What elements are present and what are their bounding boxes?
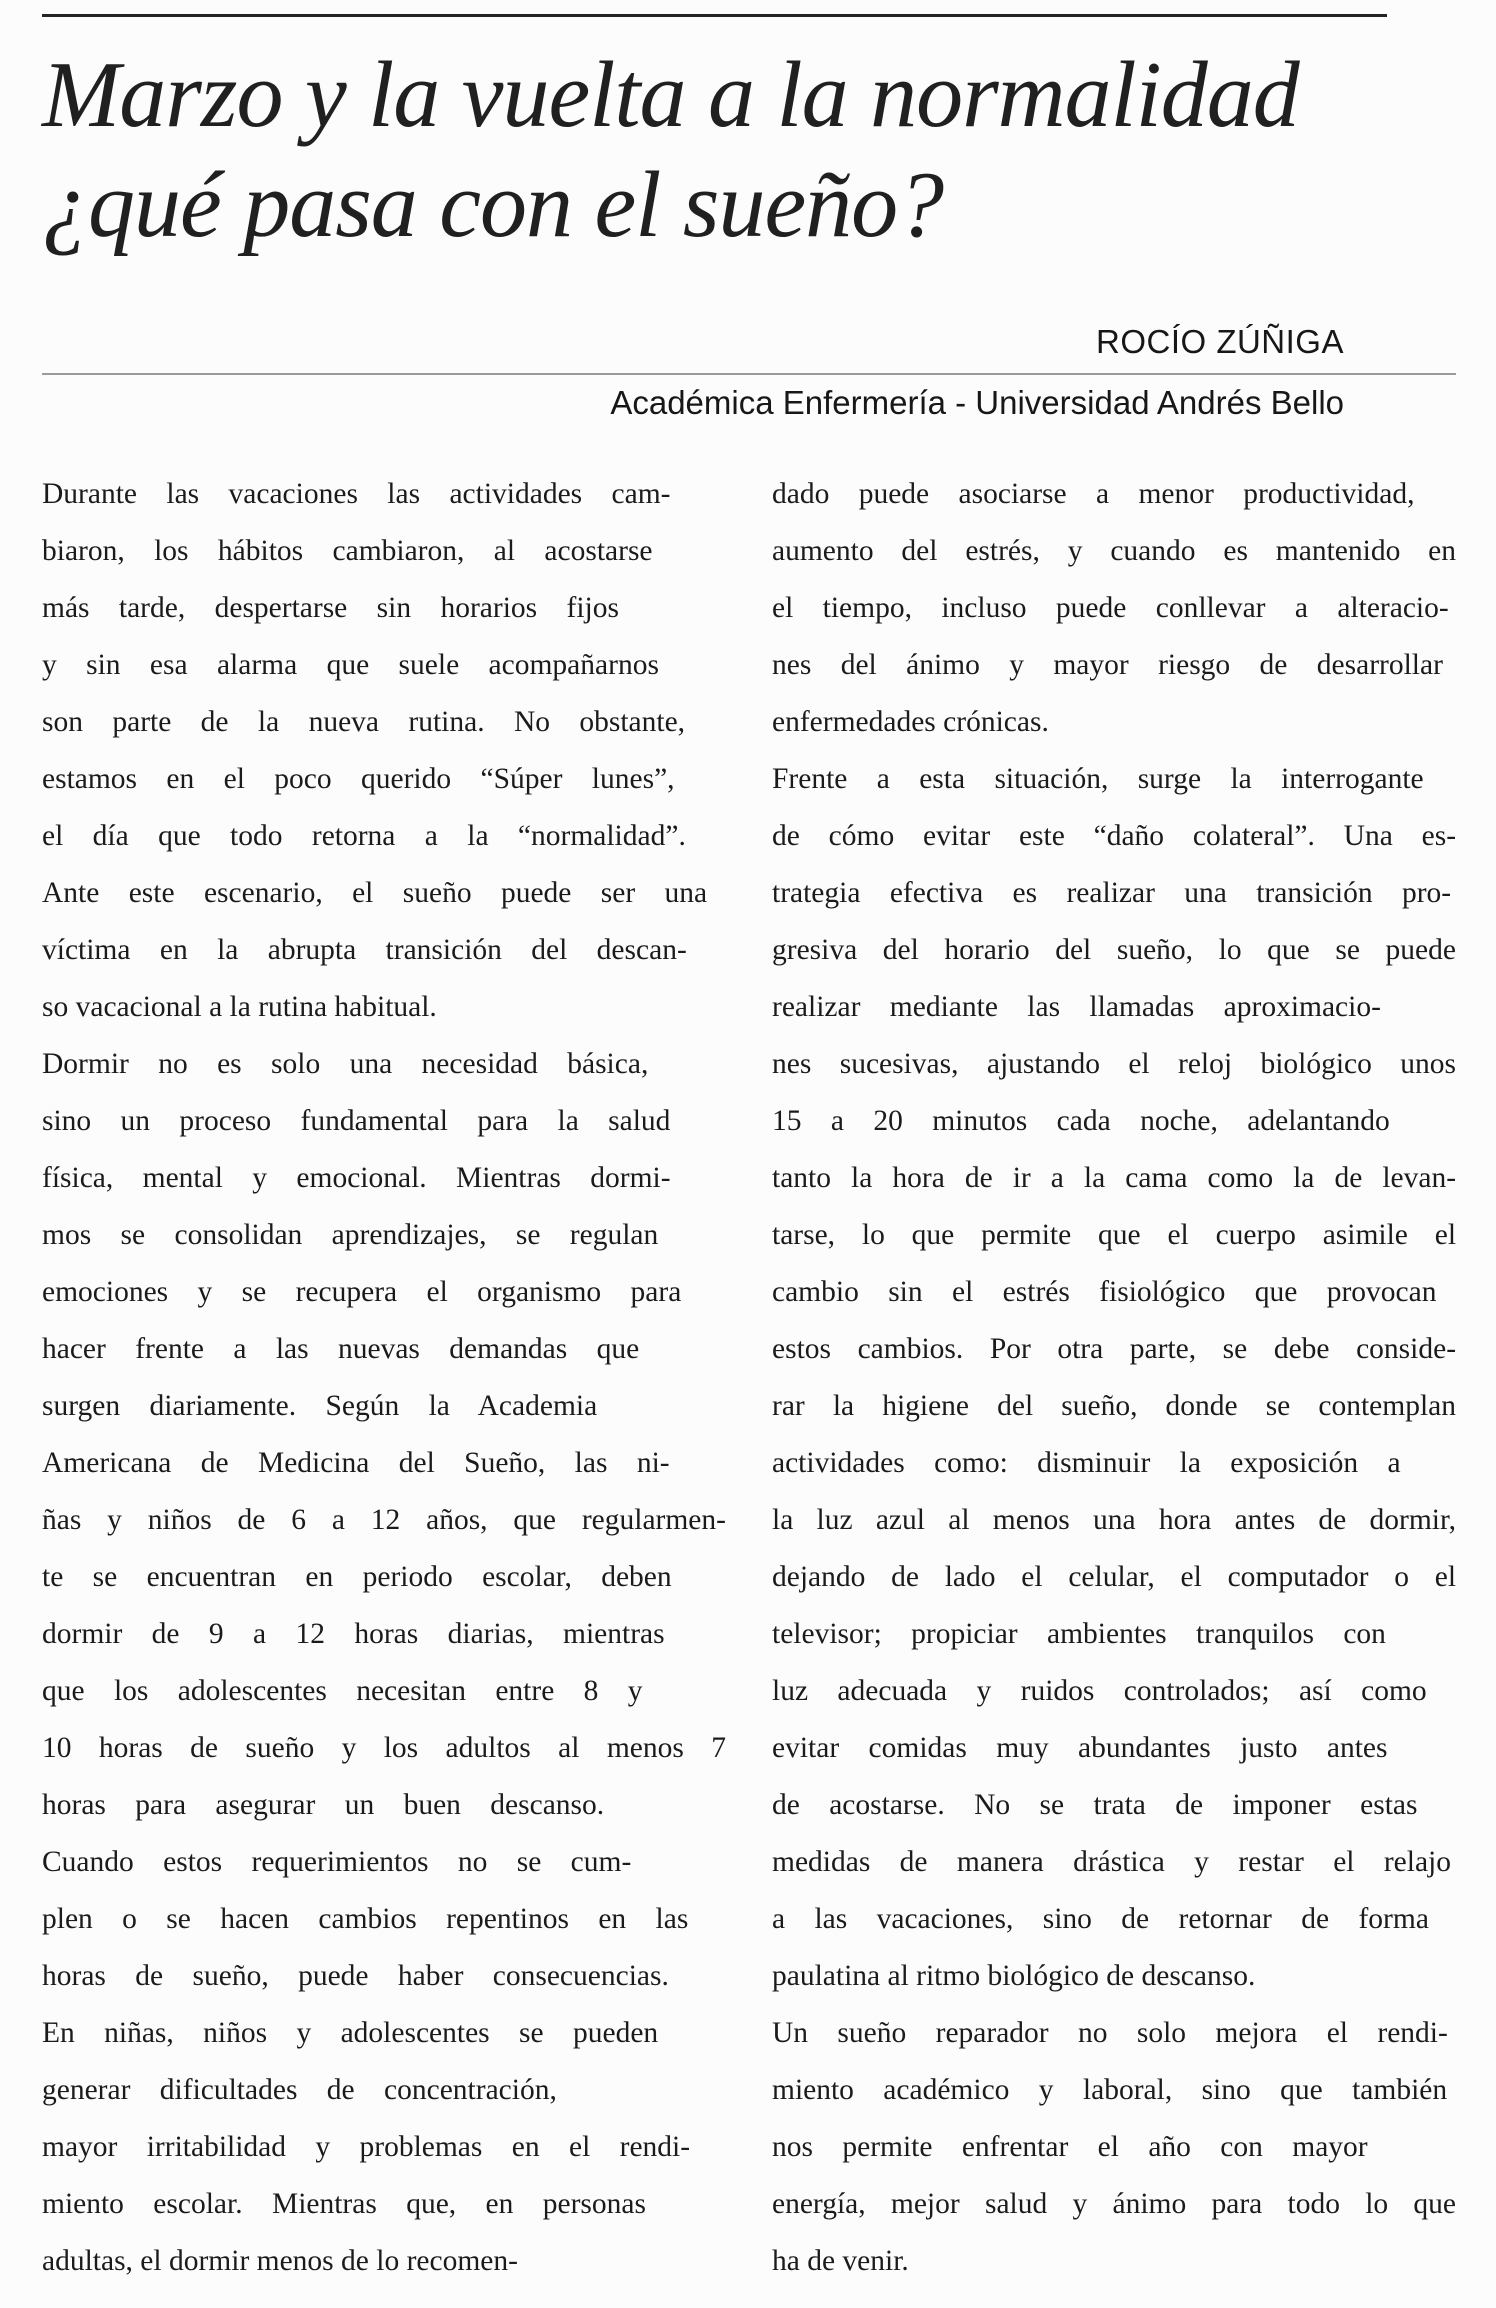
body-line: 10 horas de sueño y los adultos al menos 7 [42, 1731, 726, 1764]
body-line: adultas, el dormir menos de lo recomen- [42, 2244, 518, 2277]
body-line: En niñas, niños y adolescentes se pueden [42, 2016, 659, 2049]
body-line: Durante las vacaciones las actividades cam- [42, 477, 671, 510]
body-line: nes sucesivas, ajustando el reloj biológico unos [772, 1047, 1456, 1080]
body-line: nes del ánimo y mayor riesgo de desarrollar [772, 648, 1443, 681]
body-line: ñas y niños de 6 a 12 años, que regularmen- [42, 1503, 726, 1536]
body-line: biaron, los hábitos cambiaron, al acostarse [42, 534, 653, 567]
body-line: cambio sin el estrés fisiológico que provocan [772, 1275, 1437, 1308]
body-line: nos permite enfrentar el año con mayor [772, 2130, 1368, 2163]
body-line: tanto la hora de ir a la cama como la de levan- [772, 1161, 1456, 1194]
body-line: Ante este escenario, el sueño puede ser una [42, 876, 708, 909]
body-line: de cómo evitar este “daño colateral”. Una es- [772, 819, 1456, 852]
body-line: medidas de manera drástica y restar el relajo [772, 1845, 1452, 1878]
body-line: sino un proceso fundamental para la salud [42, 1104, 671, 1137]
body-line: que los adolescentes necesitan entre 8 y [42, 1674, 643, 1707]
body-line: son parte de la nueva rutina. No obstante, [42, 705, 686, 738]
article-title-line-1: Marzo y la vuelta a la normalidad [42, 43, 1299, 147]
body-line: tarse, lo que permite que el cuerpo asimile el [772, 1218, 1456, 1251]
body-line: luz adecuada y ruidos controlados; así como [772, 1674, 1427, 1707]
byline-author: ROCÍO ZÚÑIGA [1095, 322, 1344, 360]
body-line: gresiva del horario del sueño, lo que se puede [772, 933, 1456, 966]
body-line: el tiempo, incluso puede conllevar a alteracio- [772, 591, 1449, 624]
body-line: miento académico y laboral, sino que también [772, 2073, 1448, 2106]
body-line: dejando de lado el celular, el computador o el [772, 1560, 1456, 1593]
body-line: aumento del estrés, y cuando es mantenido en [772, 534, 1456, 567]
body-line: horas para asegurar un buen descanso. [42, 1788, 605, 1821]
body-line: víctima en la abrupta transición del descan- [42, 933, 687, 966]
top-rule [42, 14, 1387, 17]
body-line: so vacacional a la rutina habitual. [42, 990, 437, 1023]
body-line: horas de sueño, puede haber consecuencias. [42, 1959, 669, 1992]
body-line: te se encuentran en periodo escolar, deben [42, 1560, 672, 1593]
body-line: 15 a 20 minutos cada noche, adelantando [772, 1104, 1390, 1137]
byline-affiliation: Académica Enfermería - Universidad Andrés Bello [610, 383, 1344, 421]
body-line: física, mental y emocional. Mientras dormi- [42, 1161, 671, 1194]
body-line: televisor; propiciar ambientes tranquilos con [772, 1617, 1386, 1650]
body-line: energía, mejor salud y ánimo para todo lo que [772, 2187, 1456, 2220]
body-line: actividades como: disminuir la exposición a [772, 1446, 1401, 1479]
body-line: plen o se hacen cambios repentinos en las [42, 1902, 689, 1935]
body-line: evitar comidas muy abundantes justo antes [772, 1731, 1388, 1764]
body-line: a las vacaciones, sino de retornar de forma [772, 1902, 1429, 1935]
body-line: de acostarse. No se trata de imponer estas [772, 1788, 1418, 1821]
column-left [42, 466, 726, 2290]
byline-rule [42, 373, 1456, 375]
body-line: Frente a esta situación, surge la interrogante [772, 762, 1424, 795]
body-line: dado puede asociarse a menor productividad, [772, 477, 1415, 510]
article-title-line-2: ¿qué pasa con el sueño? [42, 152, 944, 257]
body-line: Un sueño reparador no solo mejora el rendi- [772, 2016, 1448, 2049]
body-line: Americana de Medicina del Sueño, las ni- [42, 1446, 670, 1479]
article-title [42, 41, 1456, 261]
body-line: dormir de 9 a 12 horas diarias, mientras [42, 1617, 665, 1650]
body-line: trategia efectiva es realizar una transición pro- [772, 876, 1452, 909]
body-line: el día que todo retorna a la “normalidad”. [42, 819, 686, 852]
body-line: enfermedades crónicas. [772, 705, 1049, 738]
byline [42, 323, 1456, 422]
body-line: más tarde, despertarse sin horarios fijos [42, 591, 619, 624]
article-body [42, 466, 1456, 2290]
body-line: mos se consolidan aprendizajes, se regulan [42, 1218, 659, 1251]
body-line: miento escolar. Mientras que, en personas [42, 2187, 646, 2220]
body-line: y sin esa alarma que suele acompañarnos [42, 648, 659, 681]
body-line: surgen diariamente. Según la Academia [42, 1389, 598, 1422]
body-line: paulatina al ritmo biológico de descanso. [772, 1959, 1256, 1992]
body-line: la luz azul al menos una hora antes de dormir, [772, 1503, 1456, 1536]
body-line: Cuando estos requerimientos no se cum- [42, 1845, 632, 1878]
body-line: hacer frente a las nuevas demandas que [42, 1332, 640, 1365]
body-line: rar la higiene del sueño, donde se contemplan [772, 1389, 1456, 1422]
body-line: ha de venir. [772, 2244, 909, 2277]
body-line: estamos en el poco querido “Súper lunes”, [42, 762, 675, 795]
column-right [772, 466, 1456, 2290]
body-line: Dormir no es solo una necesidad básica, [42, 1047, 649, 1080]
body-line: estos cambios. Por otra parte, se debe conside- [772, 1332, 1456, 1365]
body-line: emociones y se recupera el organismo para [42, 1275, 682, 1308]
body-line: generar dificultades de concentración, [42, 2073, 557, 2106]
body-line: realizar mediante las llamadas aproximacio- [772, 990, 1381, 1023]
body-line: mayor irritabilidad y problemas en el rendi- [42, 2130, 691, 2163]
